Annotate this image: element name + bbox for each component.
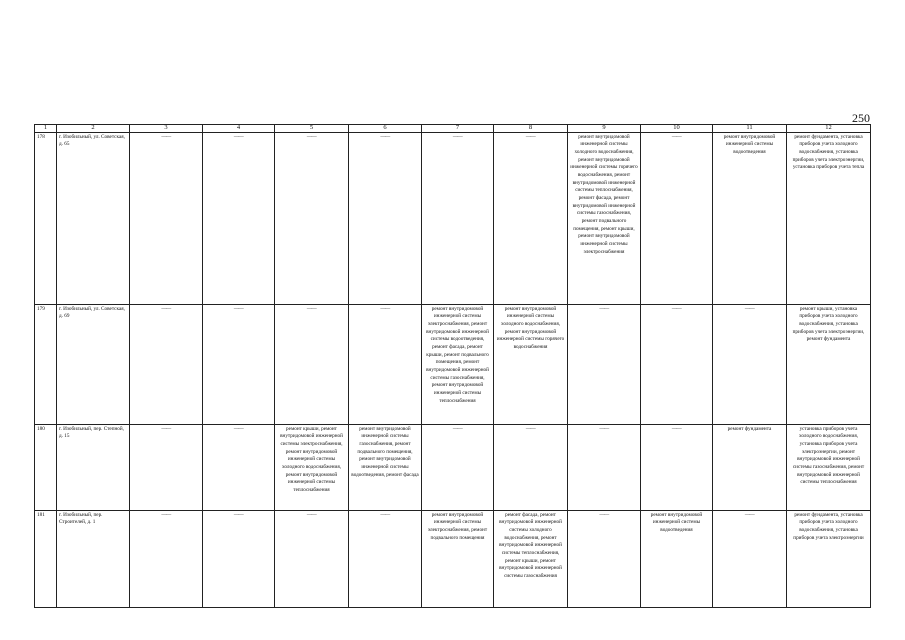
- table-cell: [568, 304, 641, 424]
- cell-text: ——: [671, 133, 682, 140]
- cell-text: ——: [671, 305, 682, 312]
- cell-text: ремонт внутридомовой инженерной системы холодного водоснабжения, ремонт внутридомовой инженерной системы горячего водоснабжения, ремонт внутридомовой инженерной системы теплоснабжения, ремонт фасада, ремонт внутридомовой инженерной системы газоснабжения, ремонт подвального помещения, ремонт крыши, ремонт внутридомовой инженерной системы электроснабжения: [570, 133, 638, 255]
- cell-text: ремонт внутридомовой инженерной системы газоснабжения, ремонт подвального помещения, ремонт внутридомовой инженерной системы водоотведения, ремонт фасада: [351, 425, 419, 478]
- cell-text: ремонт внутридомовой инженерной системы водоотведения: [723, 133, 776, 155]
- table-cell: [203, 424, 275, 510]
- cell-text: ремонт внутридомовой инженерной системы холодного водоснабжения, ремонт внутридомовой инженерной системы горячего водоснабжения: [496, 305, 565, 350]
- table-cell: [130, 304, 203, 424]
- table-cell: [275, 424, 349, 510]
- cell-text: ——: [233, 425, 244, 432]
- column-header: 11: [713, 125, 787, 133]
- table-cell: [568, 132, 641, 304]
- cell-text: ремонт фундамента: [727, 425, 772, 432]
- table-cell: [349, 424, 422, 510]
- table-cell: [422, 510, 494, 607]
- table-cell: [203, 304, 275, 424]
- repair-schedule-table: [34, 124, 871, 608]
- table-cell: [568, 424, 641, 510]
- page-number: 250: [852, 111, 870, 125]
- cell-text: ——: [161, 425, 171, 432]
- table-cell: [787, 510, 871, 607]
- table-cell: [494, 132, 568, 304]
- table-cell: [422, 132, 494, 304]
- cell-text: ——: [306, 305, 317, 312]
- table-cell: [494, 510, 568, 607]
- cell-text: ремонт крыши, ремонт внутридомовой инженерной системы электроснабжения, ремонт внутридомовой инженерной системы холодного водоснабжения, ремонт внутридомовой инженерной системы теплоснабжения: [280, 425, 343, 493]
- cell-text: ремонт фундамента, установка приборов учета холодного водоснабжения, установка приборов учета электроэнергии, установка приборов учета тепла: [792, 133, 865, 171]
- table-row: [35, 132, 871, 304]
- table-cell: [713, 304, 787, 424]
- row-number: 181: [35, 510, 57, 607]
- cell-text: ремонт внутридомовой инженерной системы водоотведения: [650, 511, 703, 533]
- cell-text: ——: [380, 305, 390, 312]
- cell-text: установка приборов учета холодного водоснабжения, установка приборов учета электроэнергии, ремонт внутридомовой инженерной системы газоснабжения, ремонт внутридомовой инженерной системы теплоснабжения: [792, 425, 865, 486]
- cell-text: ——: [233, 511, 244, 518]
- row-number: 178: [35, 132, 57, 304]
- table-cell: [203, 132, 275, 304]
- table-cell: [203, 510, 275, 607]
- table-cell: [713, 424, 787, 510]
- table-cell: [349, 304, 422, 424]
- cell-text: ——: [452, 133, 463, 140]
- cell-text: ремонт фундамента, установка приборов учета холодного водоснабжения, установка приборов учета электроэнергии: [793, 511, 864, 541]
- table-cell: [130, 510, 203, 607]
- cell-text: ——: [161, 133, 171, 140]
- row-number: 180: [35, 424, 57, 510]
- table-cell: [130, 132, 203, 304]
- address-cell: г. Изобильный, пер. Строителей, д. 1: [57, 510, 130, 607]
- cell-text: ——: [161, 305, 171, 312]
- address-cell: г. Изобильный, ул. Советская, д. 65: [57, 132, 130, 304]
- cell-text: ——: [525, 425, 536, 432]
- table-cell: [641, 424, 713, 510]
- column-header: 3: [130, 125, 203, 133]
- cell-text: ——: [744, 511, 755, 518]
- cell-text: ——: [671, 425, 682, 432]
- cell-text: ——: [599, 305, 609, 312]
- column-header: 9: [568, 125, 641, 133]
- table-cell: [422, 424, 494, 510]
- cell-text: ——: [380, 511, 390, 518]
- cell-text: ——: [452, 425, 463, 432]
- table-cell: [349, 510, 422, 607]
- column-header: 10: [641, 125, 713, 133]
- table-cell: [494, 304, 568, 424]
- column-header: 8: [494, 125, 568, 133]
- cell-text: ——: [744, 305, 755, 312]
- table-cell: [787, 304, 871, 424]
- table-cell: [275, 132, 349, 304]
- address-cell: г. Изобильный, ул. Советская, д. 69: [57, 304, 130, 424]
- cell-text: ремонт фасада, ремонт внутридомовой инженерной системы холодного водоснабжения, ремонт внутридомовой инженерной системы теплоснабжения, ремонт крыши, ремонт внутридомовой инженерной системы газоснабжения: [499, 511, 562, 579]
- cell-text: ——: [306, 511, 317, 518]
- table-cell: [494, 424, 568, 510]
- cell-text: ——: [380, 133, 390, 140]
- column-header: 5: [275, 125, 349, 133]
- column-header: 12: [787, 125, 871, 133]
- table-row: [35, 304, 871, 424]
- cell-text: ——: [306, 133, 317, 140]
- table-cell: [422, 304, 494, 424]
- table-cell: [130, 424, 203, 510]
- cell-text: ——: [599, 511, 609, 518]
- table-cell: [275, 510, 349, 607]
- column-header: 2: [57, 125, 130, 133]
- column-header: 1: [35, 125, 57, 133]
- cell-text: ——: [233, 133, 244, 140]
- header-row: [35, 125, 871, 133]
- address-cell: г. Изобильный, пер. Степной, д. 15: [57, 424, 130, 510]
- column-header: 6: [349, 125, 422, 133]
- cell-text: ремонт крыши, установка приборов учета холодного водоснабжения, установка приборов учета электроэнергии, ремонт фундамента: [792, 305, 865, 343]
- cell-text: ——: [233, 305, 244, 312]
- table-cell: [787, 424, 871, 510]
- table-cell: [641, 132, 713, 304]
- table-row: [35, 424, 871, 510]
- cell-text: ремонт внутридомовой инженерной системы электроснабжения, ремонт внутридомовой инженерной системы водоотведения, ремонт фасада, ремонт крыши, ремонт подвального помещения, ремонт внутридомовой инженерной системы газоснабжения, ремонт внутридомовой инженерной системы теплоснабжения: [426, 305, 489, 404]
- table-cell: [787, 132, 871, 304]
- cell-text: ——: [525, 133, 536, 140]
- table-cell: [713, 510, 787, 607]
- column-header: 4: [203, 125, 275, 133]
- table-cell: [349, 132, 422, 304]
- cell-text: ремонт внутридомовой инженерной системы электроснабжения, ремонт подвального помещения: [427, 511, 488, 541]
- row-number: 179: [35, 304, 57, 424]
- table-cell: [568, 510, 641, 607]
- table-cell: [713, 132, 787, 304]
- cell-text: ——: [161, 511, 171, 518]
- table-cell: [641, 304, 713, 424]
- column-header: 7: [422, 125, 494, 133]
- table-cell: [641, 510, 713, 607]
- table-cell: [275, 304, 349, 424]
- cell-text: ——: [599, 425, 609, 432]
- table-row: [35, 510, 871, 607]
